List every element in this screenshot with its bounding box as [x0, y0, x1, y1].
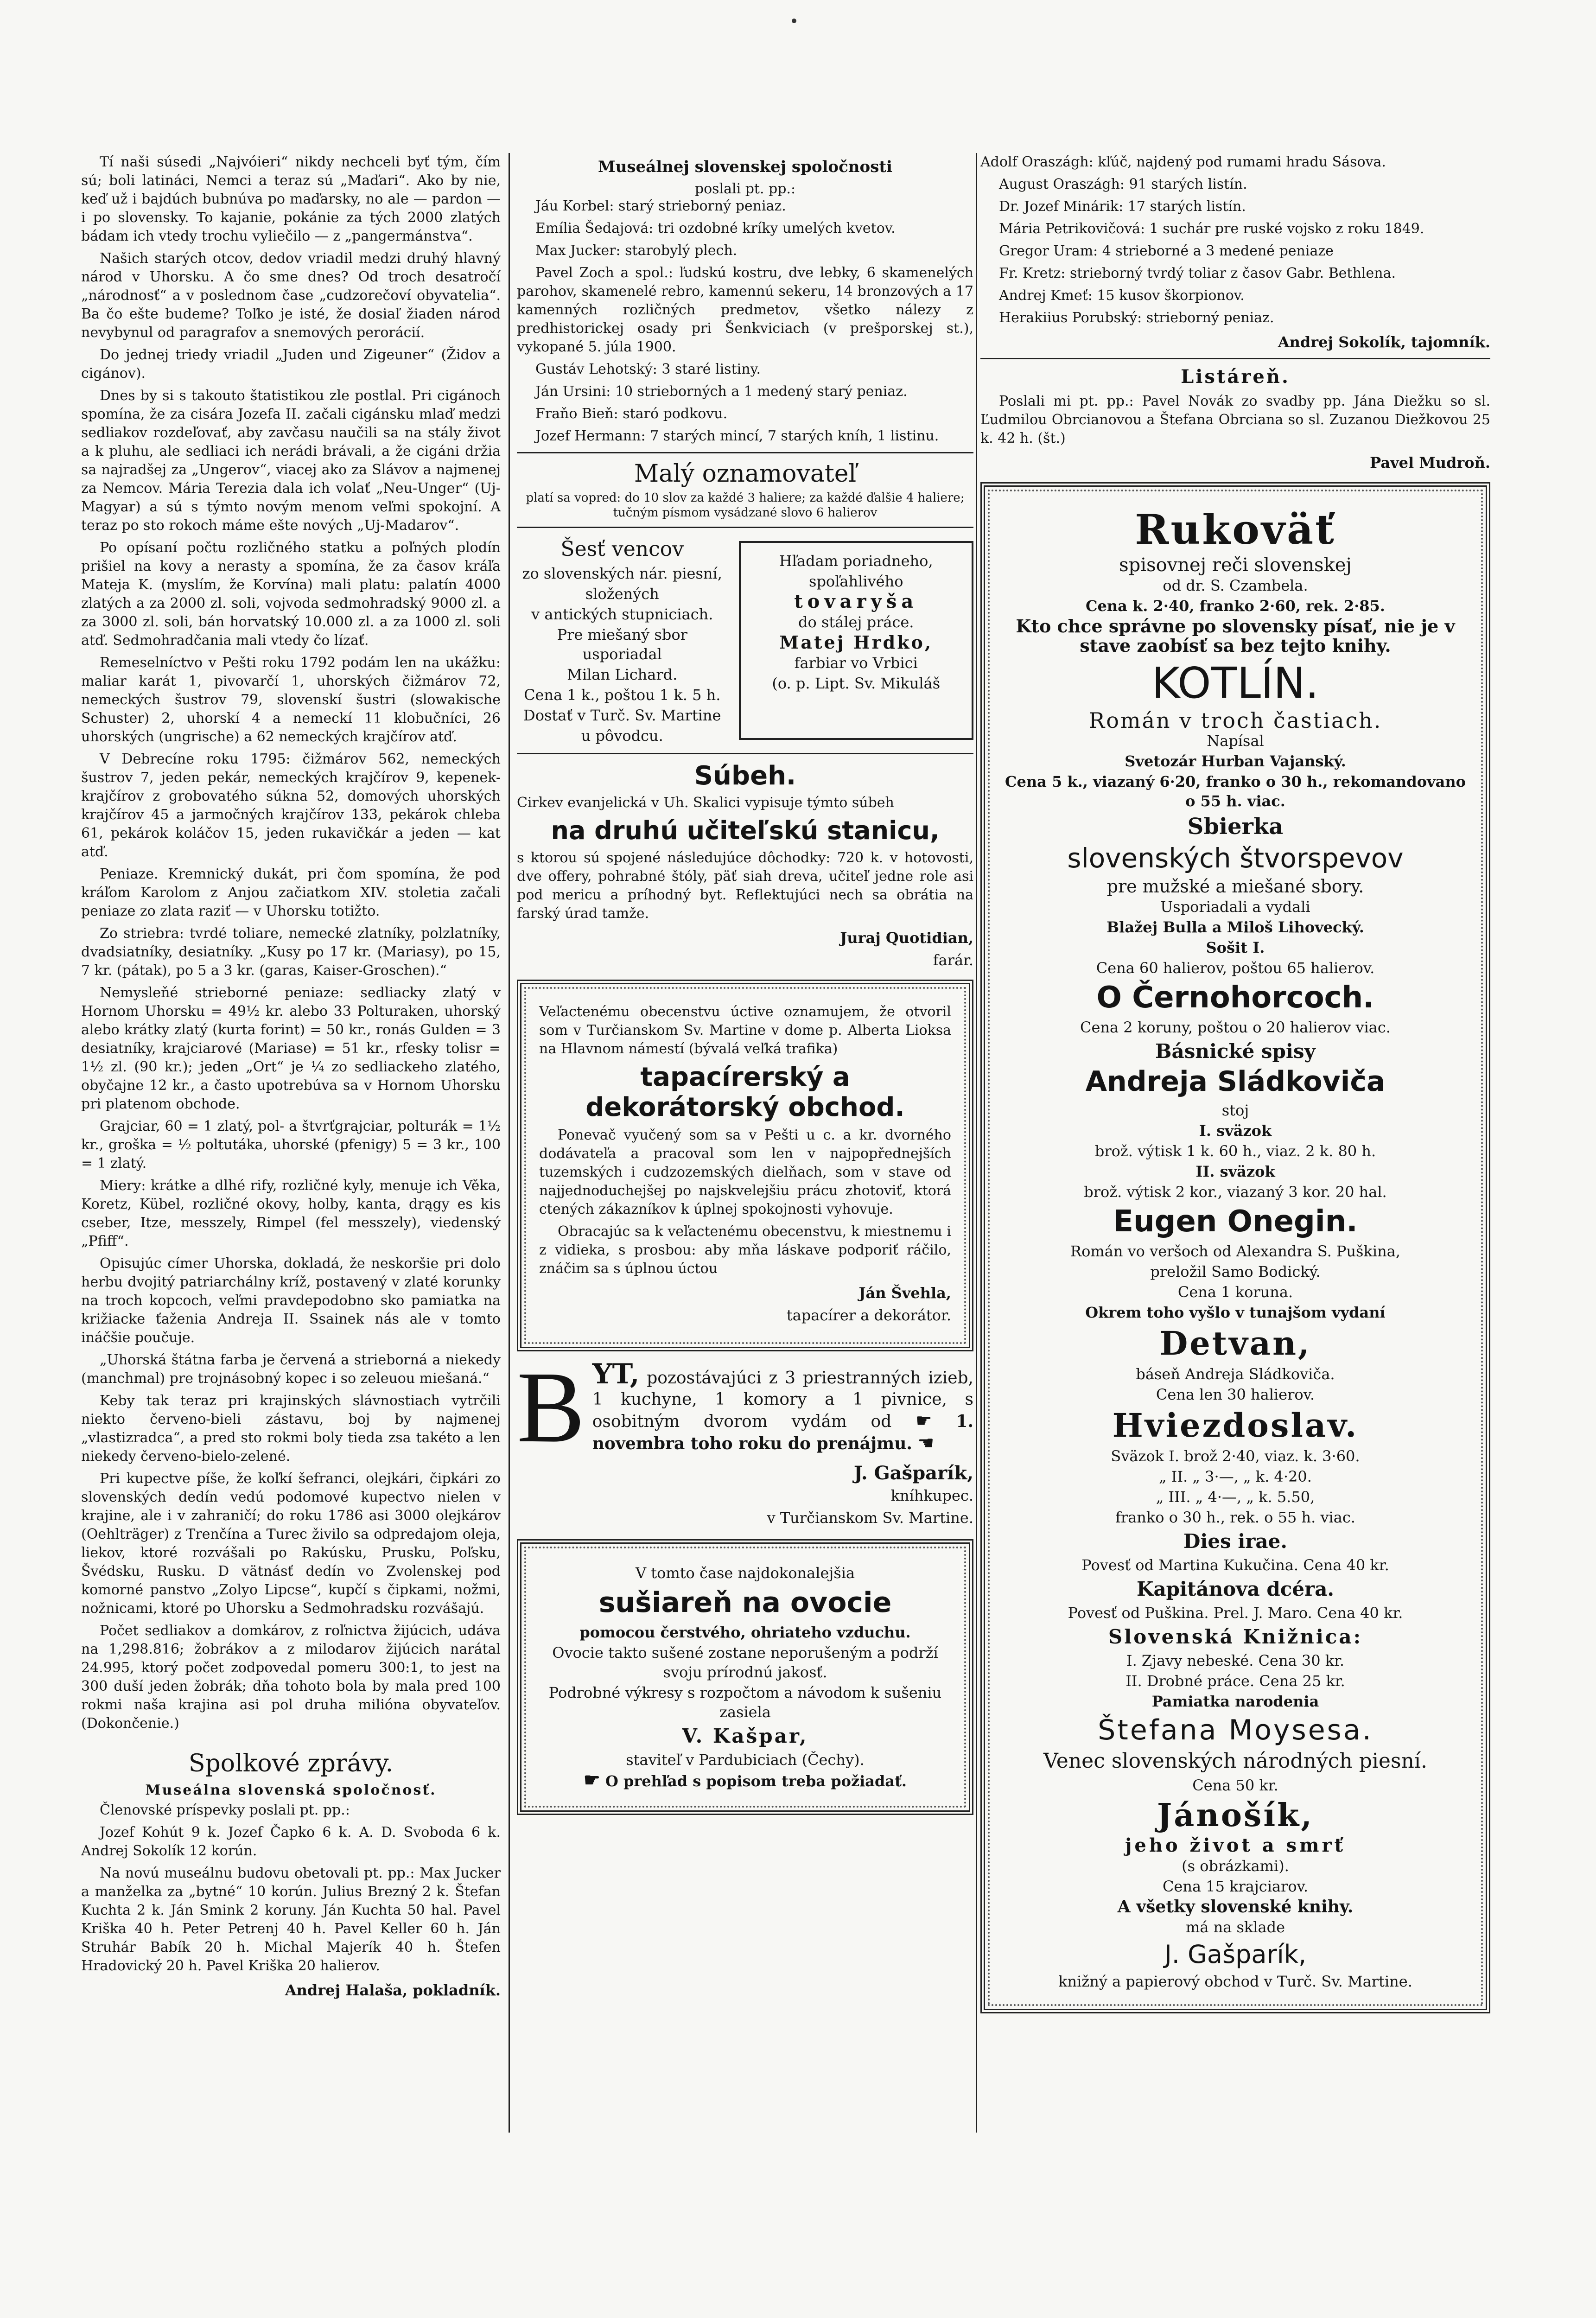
ad-name: J. Gašparík, [1164, 1940, 1307, 1969]
signature: Juraj Quotidian, [840, 929, 973, 947]
ad-line: Cena len 30 halierov. [1156, 1386, 1315, 1403]
ad-line: staviteľ v Pardubiciach (Čechy). [626, 1751, 865, 1769]
price-note: platí sa vopred: do 10 slov za každé 3 haliere; za každé ďalšie 4 haliere; tučným písmom vysádzané slovo 6 halierov [526, 491, 965, 520]
ad-line: stoj [1221, 1102, 1249, 1119]
classified-ad [739, 541, 974, 740]
article-paragraph: Našich starých otcov, dedov vriadil medzi druhý hlavný národ v Uhorsku. A čo sme dnes? Od troch desatročí „národnosť“ a v poslednom čase „cudzorečoví obyvatelia“. Ba čo ešte budeme? Toľko je isté, že dosiaľ žiaden národ nevybynul od paragrafov a snemových perorácií. [81, 250, 501, 341]
ad-title: slovenských štvorspevov [1067, 842, 1404, 874]
classified-ad [517, 535, 728, 746]
ad-line: Sväzok I. brož 2·40, viaz. k. 3·60. [1111, 1447, 1360, 1465]
ad-line: Cena 50 kr. [1192, 1777, 1278, 1794]
ad-line: Cena k. 2·40, franko 2·60, rek. 2·85. [1086, 597, 1385, 615]
article-paragraph: Zo striebra: tvrdé toliare, nemecké zlatníky, polzlatníky, dvadsiatníky, desiatníky. „Kusy po 17 kr. (Mariasy), po 15, 7 kr. (pátak), po 5 a 3 kr. (garas, Kaiser-Groschen).“ [81, 925, 501, 979]
classified-row [517, 535, 973, 746]
ad-line: Blažej Bulla a Miloš Lihovecký. [1106, 918, 1364, 936]
signature: J. Gašparík, [853, 1462, 973, 1484]
ad-line: u pôvodcu. [581, 727, 663, 745]
divider [517, 753, 973, 754]
article-paragraph: Na novú museálnu budovu obetovali pt. pp.: Max Jucker a manželka za „bytné“ 10 korún. Julius Brezný 2 k. Štefan Kuchta 2 k. Ján Smink 2 koruny. Ján Kuchta 50 hal. Pavel Kriška 40 h. Peter Petrenj 40 h. Pavel Keller 60 h. Ján Struhár Babík 20 h. Michal Majerík 40 h. Štefen Hradovický 20 h. Pavel Kriška 20 halierov. [81, 1865, 501, 1974]
ad-line: Ovocie takto sušené zostane neporušeným a podrží svoju prírodnú jakosť. [552, 1644, 938, 1681]
ad-title: Sbierka [1187, 814, 1284, 840]
section-subtitle: poslali pt. pp.: [694, 181, 796, 197]
ad-line: Hľadam poriadneho, [779, 552, 933, 570]
ad-line: Dostať v Turč. Sv. Martine [523, 707, 721, 724]
divider [980, 358, 1490, 359]
list-item: Gregor Uram: 4 strieborné a 3 medené peniaze [999, 243, 1334, 259]
ad-line: Cena 15 krajciarov. [1162, 1878, 1309, 1895]
ad-line: I. sväzok [1199, 1122, 1272, 1140]
pointing-hand-icon: ☛ [915, 1410, 932, 1432]
divider [517, 452, 973, 453]
section-title: Spolkové zprávy. [188, 1750, 394, 1777]
ad-title: Šesť vencov [560, 537, 684, 561]
divider [517, 527, 973, 528]
ad-title: Básnické spisy [1155, 1040, 1316, 1063]
ad-footer [539, 1770, 951, 1791]
ad-line: Napísal [1207, 732, 1264, 750]
article-paragraph: Poslali mi pt. pp.: Pavel Novák zo svadby pp. Jána Diežku so sl. Ľudmilou Obrcianovou a Štefana Obrciana so sl. Zuzanou Diežkovou 25 k. 42 h. (št.) [980, 393, 1490, 446]
list-item: Emília Šedajová: tri ozdobné kríky umelých kvetov. [535, 220, 896, 236]
section-title: Súbeh. [694, 761, 796, 791]
ad-line: Svetozár Hurban Vajanský. [1125, 752, 1346, 770]
article-paragraph: V Debrecíne roku 1795: čižmárov 562, nemeckých šustrov 7, jeden pekár, nemeckých krajčírov 9, kepenek-krajčírov z grobovatého súkna 52, domových uhorských krajčírov 45 a jarmočných krajčírov 133, pekárok chleba 61, pekárok koláčov 15, jeden rukavičkár a jeden — kat atď. [81, 751, 501, 860]
ad-title: Detvan, [1159, 1324, 1311, 1363]
page-mark [792, 19, 796, 23]
article-paragraph: Tí naši súsedi „Najvóieri“ nikdy nechceli byť tým, čím sú; boli latináci, Nemci a teraz sú „Maďari“. Ako by nie, keď už i bajdúch bubnúva po maďarsky, no ale — pardon — i po slovensky. To kajanie, pokánie za tých 2000 zlatých bádam ich vtedy trochu vyliečilo — z „pangermánstva“. [81, 154, 501, 244]
section-subtitle: Museálna slovenská spoločnosť. [145, 1782, 437, 1798]
ad-line: franko o 30 h., rek. o 55 h. viac. [1115, 1509, 1355, 1526]
article-paragraph: Pri kupectve píše, že koľkí šefranci, olejkári, čipkári zo slovenských dedín vedú podomové kupectvo nielen v krajine, ale i v zahraničí; do roku 1786 asi 3000 olejkárov (Oehlträger) z Trenčína a Turec živilo sa odpredajom oleja, liekov, ktoré rozvášali po Rakúsku, Prusku, Poľsku, Švédsku, Rusku. D vätnásť dedín vo Zvolenskej pod komorné panstvo „Zolyo Lipcse“, kupčí s čipkami, nožmi, nožnicami, ktoré po Uhorsku a Sedmohradsku rozvášajú. [81, 1471, 501, 1617]
article-paragraph: Cirkev evanjelická v Uh. Skalici vypisuje týmto súbeh [517, 795, 894, 811]
ad-line: brož. výtisk 2 kor., viazaný 3 kor. 20 hal. [1084, 1183, 1387, 1201]
ad-text [517, 1350, 973, 1464]
pointing-hand-icon: ☛ [583, 1769, 600, 1791]
ad-line: Cena 2 koruny, poštou o 20 halierov viac. [1080, 1019, 1391, 1036]
ad-title: Rukoväť [1135, 505, 1336, 554]
signature-role: tapacírer a dekorátor. [786, 1306, 951, 1324]
ad-line: Sošit I. [1206, 939, 1265, 956]
article-paragraph: Počet sedliakov a domkárov, z roľnictva žijúcich, udáva na 1,298.816; žobrákov a z milodarov žijúcich narátal 24.995, ktorý počet zodpovedal pomeru 300:1, to jest na 300 duší jeden žobrák; dňa tohoto bola by mala pred 100 rokmi naša krajina asi pol druha milióna obyvateľov. (Dokončenie.) [81, 1623, 501, 1732]
ad-line: Usporiadali a vydali [1160, 898, 1310, 916]
ad-line: spoľahlivého [809, 573, 903, 590]
ad-line: II. Drobné práce. Cena 25 kr. [1125, 1672, 1345, 1690]
list-item: Ján Ursini: 10 strieborných a 1 medený starý peniaz. [535, 383, 908, 400]
ad-line: složených [585, 585, 659, 603]
ad-title: na druhú učiteľskú stanicu, [551, 816, 940, 845]
list-item: Pavel Zoch a spol.: ľudskú kostru, dve lebky, 6 skamenelých parohov, skamenelé rebro, kamennú sekeru, 14 bronzových a 17 kamenných rozličných predmetov, všetko nálezy z predhistorickej osady pri Šenkviciach (v prešporskej st.), vykopané 5. júla 1900. [517, 265, 973, 355]
section-title: Malý oznamovateľ [634, 460, 857, 488]
ad-line: A všetky slovenské knihy. [1117, 1897, 1354, 1917]
ad-line: do stálej práce. [798, 613, 914, 631]
ad-line: má na sklade [1186, 1918, 1285, 1936]
list-item: Jáu Korbel: starý strieborný peniaz. [535, 198, 786, 214]
article-paragraph: „Uhorská štátna farba je červená a strieborná a niekedy (manchmal) pre trojnásobný kopec i so zeleuou miešaná.“ [81, 1352, 501, 1387]
column-2 [517, 153, 973, 1825]
ad-line: Povesť od Martina Kukučina. Cena 40 kr. [1081, 1556, 1389, 1574]
ad-line: báseň Andreja Sládkoviča. [1136, 1365, 1335, 1383]
ad-line: II. sväzok [1195, 1163, 1275, 1180]
ad-line: Podrobné výkresy s rozpočtom a návodom k sušeniu zasiela [548, 1684, 942, 1721]
ad-line: Cena 1 k., poštou 1 k. 5 h. [524, 686, 721, 704]
ad-body: pozostávajúci z 3 priestranných izieb, 1 kuchyne, 1 komory a 1 pivnice, s osobitným dvorom vydám od [592, 1369, 973, 1431]
ad-line: pre mužské a miešané sbory. [1106, 876, 1364, 897]
ad-box-svehla [517, 980, 973, 1351]
ad-text: Obracajúc sa k veľactenému obecenstvu, k miestnemu i z vidieka, s prosbou: aby mňa láskave podporiť ráčilo, znáčim sa s úplnou úctou [539, 1223, 951, 1277]
ad-text: Veľactenému obecenstvu úctive oznamujem, že otvoril som v Turčianskom Sv. Martine v dome p. Alberta Lioksa na Hlavnom námestí (bývalá veľká trafika) [539, 1004, 951, 1057]
article-paragraph: Keby tak teraz pri krajinských slávnostiach vytrčili niekto červeno-bieli zástavu, boj by najmenej „vlastizradca“, a pred sto rokmi boly tieda zsa takéto a len niekedy červeno-bielo-zelené. [81, 1393, 501, 1465]
ad-line: brož. výtisk 1 k. 60 h., viaz. 2 k. 80 h. [1094, 1142, 1376, 1160]
list-item: Gustáv Lehotský: 3 staré listiny. [535, 361, 761, 377]
ad-line: Cena 60 halierov, poštou 65 halierov. [1096, 959, 1375, 977]
ad-title: Andreja Sládkoviča [1085, 1065, 1386, 1098]
signature: Ján Švehla, [858, 1284, 951, 1302]
ad-title: Kapitánova dcéra. [1136, 1578, 1335, 1600]
ad-title: Slovenská Knižnica: [1108, 1625, 1363, 1648]
list-item: Jozef Hermann: 7 starých mincí, 7 starých kníh, 1 listinu. [535, 428, 939, 444]
ad-line: „ II. „ 3·—, „ k. 4·20. [1159, 1468, 1312, 1485]
ad-line: zo slovenských nár. piesní, [522, 565, 722, 582]
ad-title: Eugen Onegin. [1113, 1204, 1358, 1239]
ad-line: (o. p. Lipt. Sv. Mikuláš [772, 675, 941, 692]
ad-line: Román v troch častiach. [1088, 708, 1382, 733]
ad-line: pomocou čerstvého, ohriateho vzduchu. [579, 1624, 911, 1641]
ad-title: Hviezdoslav. [1112, 1406, 1359, 1445]
ad-line: Cena 1 koruna. [1177, 1283, 1293, 1301]
ad-title: Dies irae. [1183, 1530, 1287, 1553]
signature: Andrej Halaša, pokladník. [285, 1981, 501, 1999]
ad-name: V. Kašpar, [682, 1725, 808, 1747]
article-paragraph: Remeselníctvo v Pešti roku 1792 podám len na ukážku: maliar karát 1, pivovarčí 1, uhorských čižmárov 72, nemeckých šustrov 79, slovenskí šustri (slowakische Schuster) 2, uhorskí 4 a nemeckí 11 klobučníci, 26 uhorských (ungrische) a 62 nemeckých krajčírov atď. [81, 655, 501, 745]
ad-line: V tomto čase najdokonalejšia [635, 1564, 855, 1582]
ad-title: Jánošík, [1157, 1797, 1314, 1834]
pointing-hand-icon: ☚ [917, 1433, 935, 1454]
signature: Pavel Mudroň. [1370, 454, 1490, 471]
ad-title: Venec slovenských národných piesní. [1043, 1749, 1427, 1773]
ad-box-kaspar [517, 1539, 973, 1815]
ad-author: Milan Lichard. [567, 666, 678, 683]
column-rule [976, 153, 977, 2133]
list-item: Dr. Jozef Minárik: 17 starých listín. [999, 198, 1246, 215]
ad-line: v antických stupniciach. [531, 605, 713, 623]
list-item: Adolf Oraszágh: kľúč, najdený pod rumami hradu Sásova. [980, 154, 1386, 170]
ad-title: sušiareň na ovocie [598, 1586, 892, 1619]
article-paragraph: Do jednej triedy vriadil „Juden und Zigeuner“ (Židov a cigánov). [81, 347, 501, 382]
ad-line: „ III. „ 4·—, „ k. 5.50, [1156, 1488, 1315, 1506]
drop-cap: B [517, 1350, 585, 1464]
ad-line: farbiar vo Vrbici [794, 654, 918, 672]
ad-line: Pamiatka narodenia [1151, 1693, 1319, 1710]
section-title: Listáreň. [1181, 366, 1290, 388]
ad-line: I. Zjavy nebeské. Cena 30 kr. [1126, 1652, 1345, 1669]
list-item: Andrej Kmeť: 15 kusov škorpionov. [999, 287, 1245, 304]
ad-line: Román vo veršoch od Alexandra S. Puškina, [1070, 1242, 1400, 1260]
ad-line: Kto chce správne po slovensky písať, nie je v stave zaobísť sa bez tejto knihy. [1016, 616, 1455, 656]
ad-byt [517, 1350, 973, 1527]
signature-role: kníhkupec. [890, 1487, 973, 1504]
ad-line: (s obrázkami). [1182, 1857, 1289, 1875]
ad-title: KOTLÍN. [1151, 658, 1319, 708]
signature-place: v Turčianskom Sv. Martine. [767, 1509, 973, 1527]
ad-date: 1. novembra toho roku do prenájmu. [592, 1412, 973, 1453]
list-item: August Oraszágh: 91 starých listín. [999, 176, 1247, 192]
ad-box-gasparik [980, 482, 1490, 2013]
list-item: Fraňo Bieň: staró podkovu. [535, 406, 728, 422]
ad-title: O Černohorcoch. [1096, 981, 1374, 1015]
list-item: Max Jucker: starobylý plech. [535, 242, 738, 259]
ad-lead: YT, [592, 1358, 640, 1390]
list-item: Mária Petrikovičová: 1 suchár pre ruské vojsko z roku 1849. [999, 221, 1424, 237]
ad-line: jeho život a smrť [1125, 1834, 1346, 1856]
ad-text: Ponevač vyučený som sa v Pešti u c. a kr. dvorného dodávateľa a pracoval som len v najpopřednejších tuzemských i cudzozemských dielňach, som v stave od najjednoduchejšej po najskvelejšiu prácu zhotoviť, ktorá ctených zákazníkov k úplnej spokojnosti vyhovuje. [539, 1127, 951, 1217]
ad-line: Pre miešaný sbor usporiadal [557, 626, 687, 663]
ad-line: preložil Samo Bodický. [1150, 1263, 1321, 1280]
ad-title: Štefana Moysesa. [1098, 1714, 1373, 1746]
ad-line: Cena 5 k., viazaný 6·20, franko o 30 h., rekomandovano o 55 h. viac. [1005, 773, 1466, 810]
section-title: Museálnej slovenskej spoločnosti [598, 158, 892, 176]
article-paragraph: Nemysleňé strieborné peniaze: sedliacky zlatý v Hornom Uhorsku = 49½ kr. alebo 33 Polturaken, uhorský alebo krátky zlatý (kurta forint) = 50 kr., ronás Gulden = 3 desiatníky, krajciarové (Mariase) = 51 kr., rfesky tolisr = 1½ zl. (90 kr.); jeden „Ort“ je ¼ zo sedliackeho zlatého, obyčajne 12 kr., a často upotrebúva sa v Hornom Uhorsku pri platenom obchode. [81, 985, 501, 1112]
ad-line: Okrem toho vyšlo v tunajšom vydaní [1085, 1304, 1386, 1321]
article-paragraph: Opisujúc címer Uhorska, dokladá, že neskoršie pri dolo herbu dvojitý patriarchálny kríž, postavený v zlaté korunky na troch kopcoch, veľmi pravdepodobno sko pamiatka na križiacke ťaženia Andreja II. Ssainek nás ale v tomto ináčšie poučuje. [81, 1255, 501, 1346]
column-3 [980, 153, 1490, 2024]
ad-keyword: tovaryša [794, 591, 918, 612]
article-paragraph: Grajciar, 60 = 1 zlatý, pol- a štvrťgrajciar, polturák = 1½ kr., groška = ½ poltutáka, uhorské (pfenigy) 5 = 3 kr., 100 = 1 zlatý. [81, 1118, 501, 1172]
article-paragraph: Členovské príspevky poslali pt. pp.: [100, 1802, 350, 1818]
article-paragraph: Jozef Kohút 9 k. Jozef Čapko 6 k. A. D. Svoboda 6 k. Andrej Sokolík 12 korún. [81, 1824, 501, 1859]
ad-line: spisovnej reči slovenskej [1119, 554, 1352, 576]
column-1 [81, 153, 501, 2003]
ad-footer-text: O prehľad s popisom treba požiadať. [605, 1772, 907, 1790]
list-item: Herakiius Porubský: strieborný peniaz. [999, 310, 1274, 326]
ad-line: Povesť od Puškina. Prel. J. Maro. Cena 40 kr. [1068, 1604, 1403, 1622]
ad-line: od dr. S. Czambela. [1163, 577, 1308, 594]
article-paragraph: s ktorou sú spojené následujúce dôchodky: 720 k. v hotovosti, dve offery, pohrabné štóly, päť siah dreva, učiteľ jedne role asi pod mericu a príhodný byt. Reflektujúci nech sa obrátia na farský úrad tamže. [517, 850, 973, 922]
ad-line: knižný a papierový obchod v Turč. Sv. Martine. [1058, 1973, 1412, 1990]
ad-title: tapacírerský a dekorátorský obchod. [585, 1062, 905, 1122]
article-paragraph: Miery: krátke a dlhé rify, rozličné kyly, menuje ich Věka, Koretz, Kübel, rozličné okovy, holby, kanta, drągy es kis cseber, Itze, messzely, Rimpel (fel messzely), viedenský „Pfiff“. [81, 1178, 501, 1249]
article-paragraph: Peniaze. Kremnický dukát, pri čom spomína, že pod kráľom Karolom z Anjou začiatkom XIV. stoletia začali peniaze zo zlata raziť — v Uhorsku totižto. [81, 866, 501, 919]
article-paragraph: Dnes by si s takouto štatistikou zle postlal. Pri cigánoch spomína, že za cisára Jozefa II. začali cigánsku mlaď medzi sedliakov rozdeľovať, aby zavčasu naučili sa na stály život a k pluhu, ale sedliaci ich nerádi brávali, a že cigáni držia sa najradšej za „Ungerov“, viacej ako za Slávov a najmenej za Nemcov. Mária Terezia dala ich volať „Neu-Unger“ (Uj-Magyar) a sú s týmto novým menom veľmi spokojní. A teraz po sto rokoch máme ešte nových „Uj-Madarov“. [81, 388, 501, 534]
signature-role: farár. [933, 951, 973, 969]
list-item: Fr. Kretz: strieborný tvrdý toliar z časov Gabr. Bethlena. [999, 265, 1396, 281]
article-paragraph: Po opísaní počtu rozličného statku a poľných plodín prišiel na kovy a nerasty a spomína, že za časov kráľa Mateja K. (myslím, že Korvína) mali platu: palatín 4000 zlatých a za 2000 zl. soli, vojvoda sedmohradský 9000 zl. a za 3000 zl. soli, bán horvatský 10.000 zl. a za 1000 zl. soli atď. Sedmohradčania mali vtedy čo lízať. [81, 540, 501, 649]
signature: Andrej Sokolík, tajomník. [1278, 333, 1490, 351]
ad-name: Matej Hrdko, [779, 632, 933, 653]
column-rule [509, 153, 510, 2133]
